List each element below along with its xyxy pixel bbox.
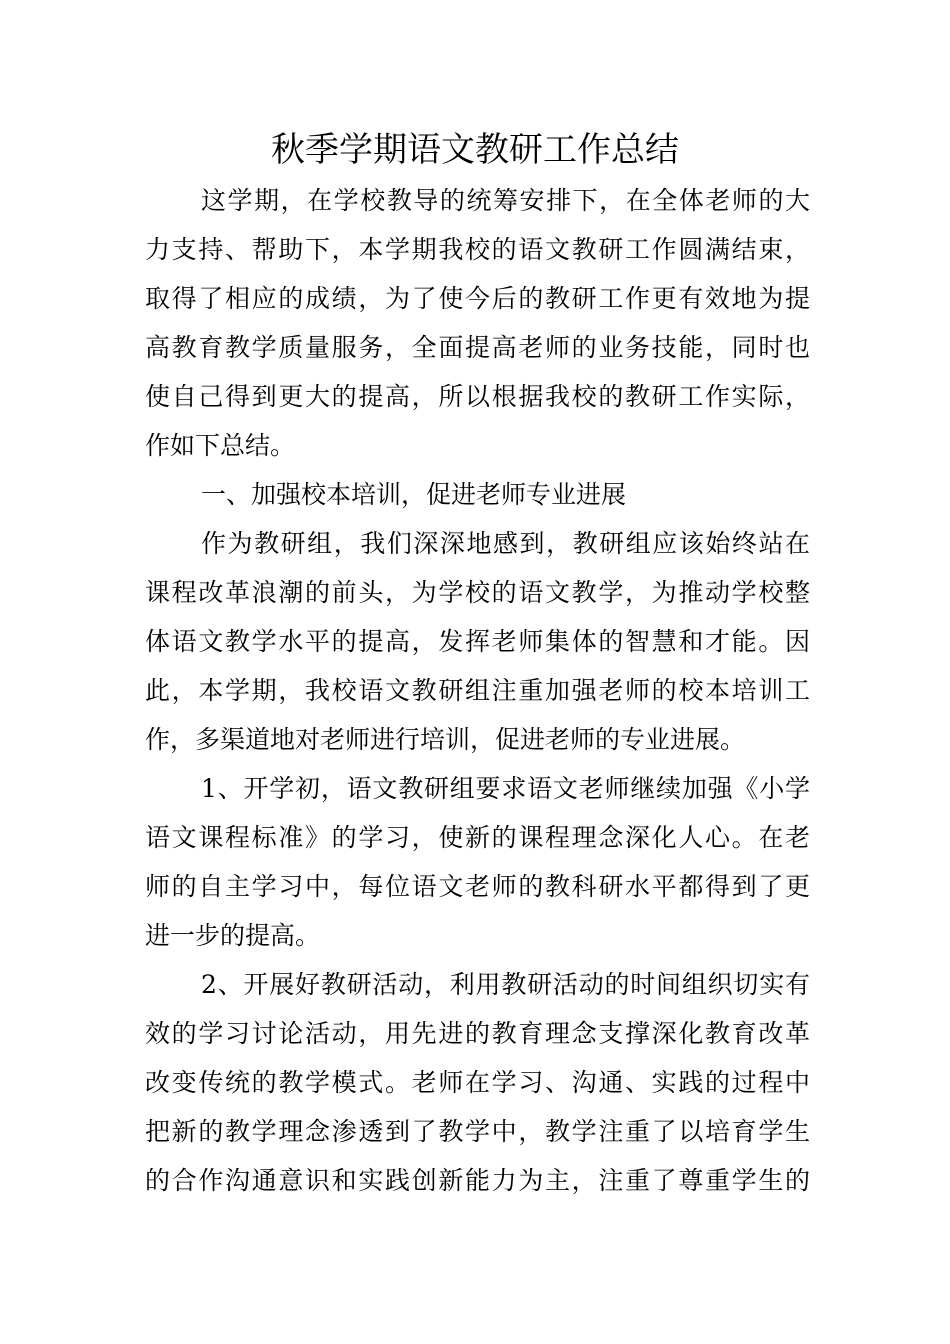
paragraph-line: 把新的教学理念渗透到了教学中，教学注重了以培育学生 <box>145 1117 810 1146</box>
paragraph-line: 的合作沟通意识和实践创新能力为主，注重了尊重学生的 <box>145 1166 810 1195</box>
paragraph-line: 取得了相应的成绩，为了使今后的教研工作更有效地为提 <box>145 284 810 313</box>
paragraph-line: 进一步的提高。 <box>145 921 321 950</box>
document-title: 秋季学期语文教研工作总结 <box>271 130 679 170</box>
paragraph-line: 高教育教学质量服务，全面提高老师的业务技能，同时也 <box>145 333 810 362</box>
paragraph-line: 作，多渠道地对老师进行培训，促进老师的专业进展。 <box>145 725 746 754</box>
paragraph-line: 使自己得到更大的提高，所以根据我校的教研工作实际， <box>145 382 810 411</box>
document-body <box>145 176 810 1205</box>
section-heading: 一、加强校本培训，促进老师专业进展 <box>201 480 627 509</box>
paragraph-line: 力支持、帮助下，本学期我校的语文教研工作圆满结束， <box>145 235 810 264</box>
paragraph-line: 师的自主学习中，每位语文老师的教科研水平都得到了更 <box>145 872 810 901</box>
paragraph-line: 体语文教学水平的提高，发挥老师集体的智慧和才能。因 <box>145 627 810 656</box>
paragraph-line: 2、开展好教研活动，利用教研活动的时间组织切实有 <box>201 970 810 999</box>
paragraph-line: 课程改革浪潮的前头，为学校的语文教学，为推动学校整 <box>145 578 810 607</box>
paragraph-line: 1、开学初，语文教研组要求语文老师继续加强《小学 <box>201 774 810 803</box>
paragraph-line: 此，本学期，我校语文教研组注重加强老师的校本培训工 <box>145 676 810 705</box>
paragraph-line: 作如下总结。 <box>145 431 296 460</box>
paragraph-line: 效的学习讨论活动，用先进的教育理念支撑深化教育改革 <box>145 1019 810 1048</box>
paragraph-line: 作为教研组，我们深深地感到，教研组应该始终站在 <box>201 529 810 558</box>
paragraph-line: 语文课程标准》的学习，使新的课程理念深化人心。在老 <box>145 823 810 852</box>
paragraph-line: 这学期，在学校教导的统筹安排下，在全体老师的大 <box>201 186 810 215</box>
paragraph-line: 改变传统的教学模式。老师在学习、沟通、实践的过程中 <box>145 1068 810 1097</box>
